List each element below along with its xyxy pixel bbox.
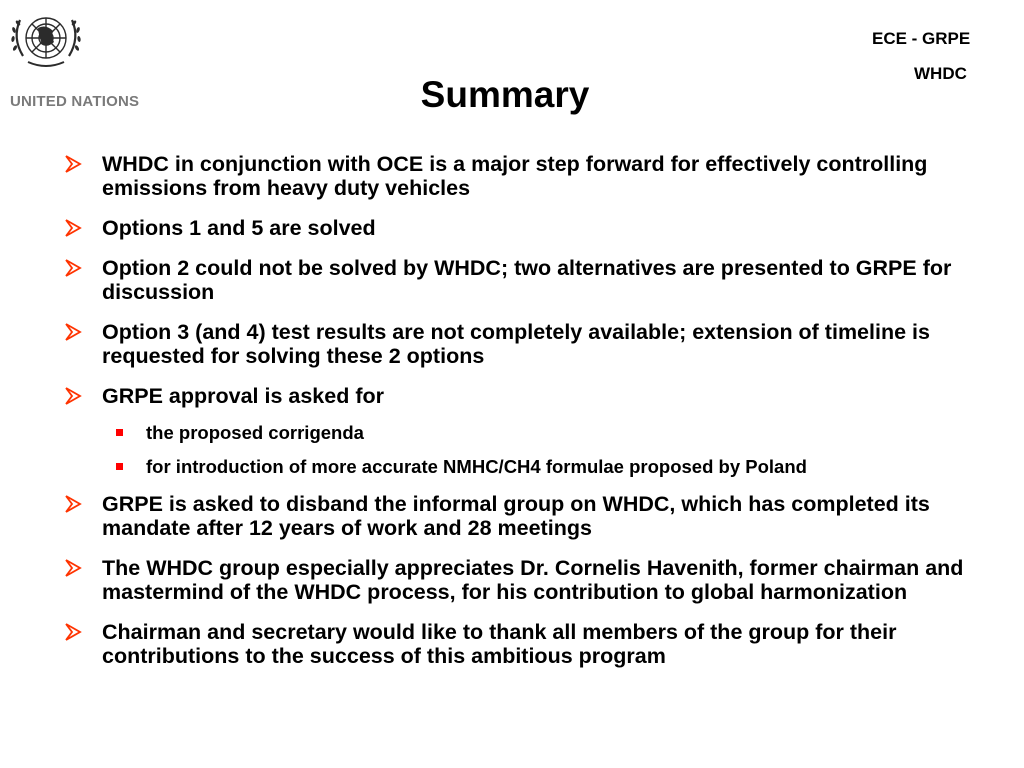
- arrow-bullet-icon: [64, 623, 82, 641]
- bullet-item: [64, 152, 984, 200]
- bullet-text: Chairman and secretary would like to thank all members of the group for their contributions to the success of this ambitious program: [102, 620, 897, 668]
- bullet-item: [64, 216, 984, 240]
- bullet-list: [64, 152, 984, 684]
- bullet-item: [64, 320, 984, 368]
- bullet-item: [64, 620, 984, 668]
- arrow-bullet-icon: [64, 387, 82, 405]
- bullet-text: GRPE is asked to disband the informal group on WHDC, which has completed its mandate after 12 years of work and 28 meetings: [102, 492, 930, 540]
- bullet-item: [64, 384, 984, 408]
- sub-bullet-item: [64, 456, 984, 478]
- sub-bullet-text: for introduction of more accurate NMHC/CH4 formulae proposed by Poland: [146, 456, 807, 477]
- bullet-text: The WHDC group especially appreciates Dr. Cornelis Havenith, former chairman and mastermind of the WHDC process, for his contribution to global harmonization: [102, 556, 964, 604]
- bullet-item: [64, 256, 984, 304]
- arrow-bullet-icon: [64, 155, 82, 173]
- org-code: ECE - GRPE: [872, 29, 971, 48]
- sub-bullet-item: [64, 422, 984, 444]
- square-bullet-icon: [116, 463, 123, 470]
- arrow-bullet-icon: [64, 323, 82, 341]
- bullet-text: Option 3 (and 4) test results are not completely available; extension of timeline is requested for solving these 2 options: [102, 320, 930, 368]
- square-bullet-icon: [116, 429, 123, 436]
- bullet-text: Options 1 and 5 are solved: [102, 216, 376, 240]
- bullet-text: Option 2 could not be solved by WHDC; two alternatives are presented to GRPE for discussion: [102, 256, 952, 304]
- sub-bullet-text: the proposed corrigenda: [146, 422, 364, 443]
- slide-title: Summary: [420, 74, 590, 115]
- arrow-bullet-icon: [64, 495, 82, 513]
- bullet-text: WHDC in conjunction with OCE is a major step forward for effectively controlling emissions from heavy duty vehicles: [102, 152, 928, 200]
- bullet-text: GRPE approval is asked for: [102, 384, 384, 408]
- bullet-item: [64, 492, 984, 540]
- bullet-item: [64, 556, 984, 604]
- un-emblem-icon: [6, 4, 86, 76]
- group-code: WHDC: [914, 64, 967, 83]
- arrow-bullet-icon: [64, 559, 82, 577]
- arrow-bullet-icon: [64, 259, 82, 277]
- org-label: UNITED NATIONS: [10, 93, 140, 110]
- arrow-bullet-icon: [64, 219, 82, 237]
